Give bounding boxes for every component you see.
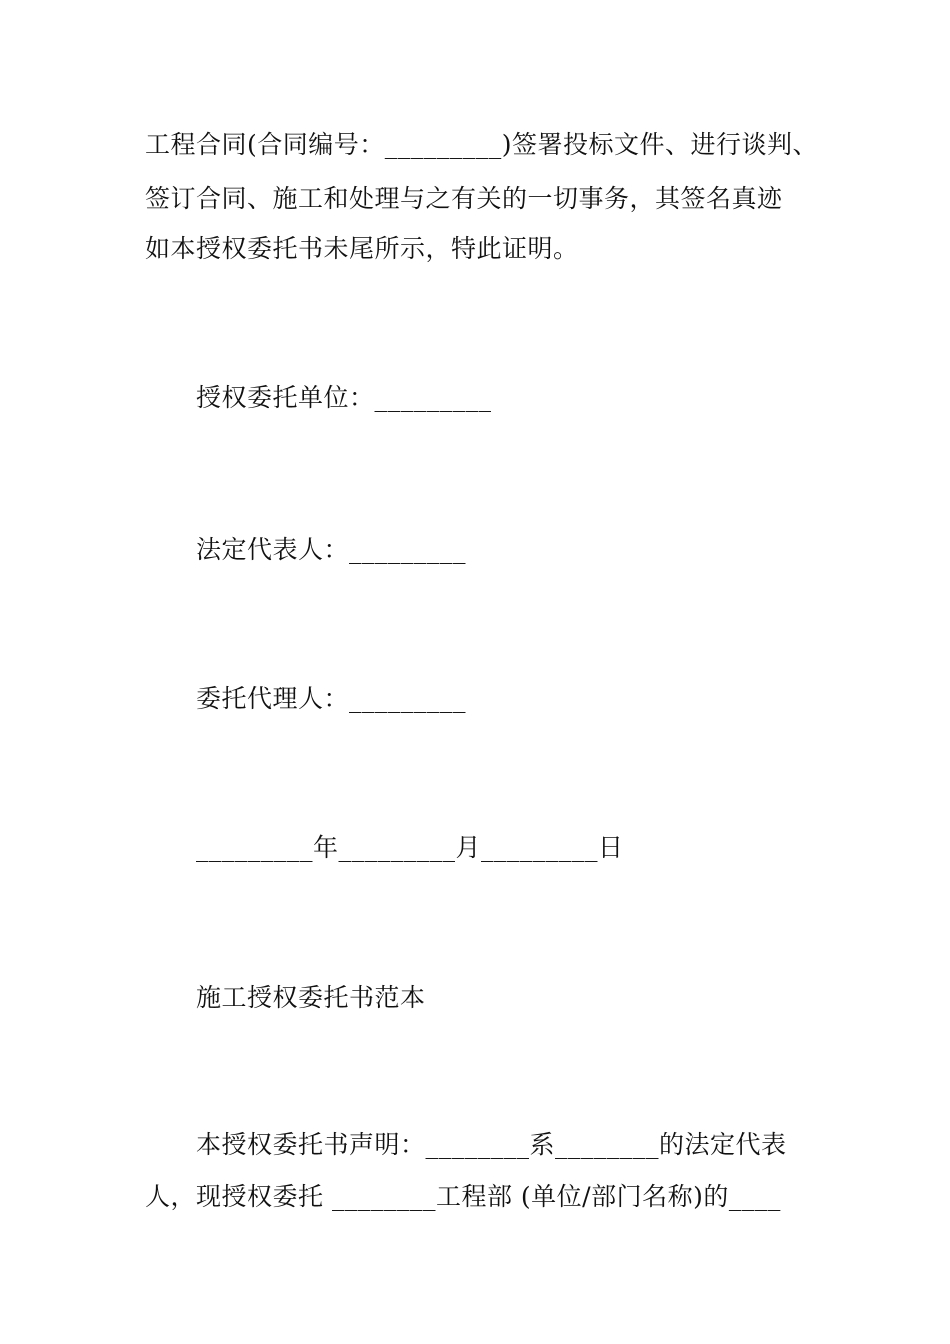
paragraph-2-line-2: 人，现授权委托 ________工程部 (单位/部门名称)的____ — [145, 1182, 781, 1211]
authorizing-unit-field: 授权委托单位：_________ — [196, 383, 492, 412]
entrusted-agent-field: 委托代理人：_________ — [196, 684, 467, 713]
paragraph-1-line-1: 工程合同(合同编号：_________)签署投标文件、进行谈判、 — [145, 130, 819, 159]
paragraph-1-line-3: 如本授权委托书未尾所示，特此证明。 — [145, 234, 579, 263]
section-title: 施工授权委托书范本 — [196, 983, 426, 1012]
legal-representative-field: 法定代表人：_________ — [196, 535, 467, 564]
paragraph-2-line-1: 本授权委托书声明：________系________的法定代表 — [196, 1130, 787, 1159]
date-field: _________年_________月_________日 — [196, 833, 624, 862]
paragraph-1-line-2: 签订合同、施工和处理与之有关的一切事务，其签名真迹 — [145, 184, 783, 213]
